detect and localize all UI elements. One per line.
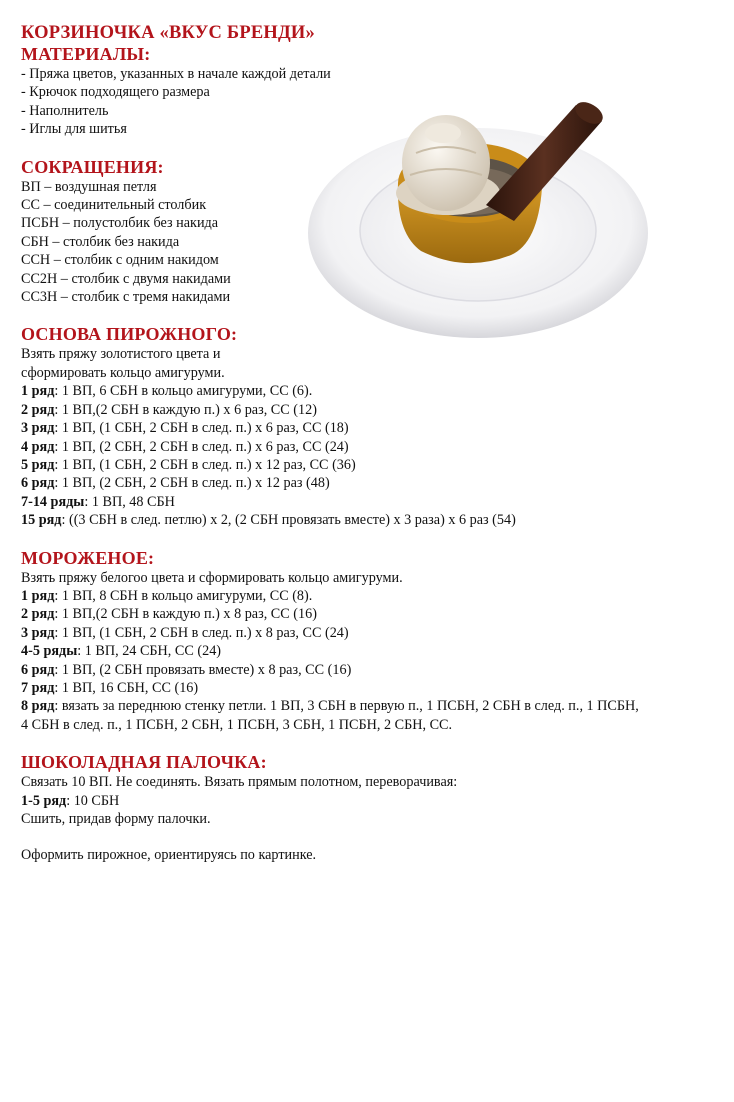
row-label: 6 ряд	[21, 475, 55, 492]
row-label: 4 ряд	[21, 438, 55, 455]
page-title: КОРЗИНОЧКА «ВКУС БРЕНДИ»	[21, 23, 315, 43]
base-heading: ОСНОВА ПИРОЖНОГО:	[21, 324, 238, 345]
row-line	[21, 697, 641, 734]
row-label: 1 ряд	[21, 587, 55, 604]
row-text: : 1 ВП, 6 СБН в кольцо амигуруми, СС (6).	[54, 383, 313, 400]
row-label: 2 ряд	[21, 401, 55, 418]
row-line	[21, 456, 721, 474]
intro-line: Связать 10 ВП. Не соединять. Вязать прямым полотном, переворачивая:	[21, 774, 458, 791]
row-line	[21, 511, 721, 529]
row-line	[21, 642, 721, 660]
row-text: : 1 ВП, (2 СБН, 2 СБН в след. п.) х 6 раз, СС (24)	[54, 438, 349, 455]
row-label: 3 ряд	[21, 420, 55, 437]
stick-heading: ШОКОЛАДНАЯ ПАЛОЧКА:	[21, 752, 267, 773]
list-item: СБН – столбик без накида	[21, 233, 180, 250]
row-line	[21, 493, 721, 511]
row-line	[21, 438, 721, 456]
list-item: - Иглы для шитья	[21, 121, 127, 138]
list-item: - Наполнитель	[21, 102, 109, 119]
crochet-tartlet-photo	[306, 83, 658, 343]
list-item: СС2Н – столбик с двумя накидами	[21, 270, 231, 287]
row-text: : 1 ВП, 48 СБН	[84, 493, 175, 510]
row-label: 3 ряд	[21, 624, 55, 641]
row-line	[21, 679, 721, 697]
row-label: 4-5 ряды	[21, 643, 78, 660]
list-item: - Крючок подходящего размера	[21, 84, 210, 101]
row-label: 7-14 ряды	[21, 493, 85, 510]
row-text: : ((3 СБН в след. петлю) х 2, (2 СБН провязать вместе) х 3 раза) х 6 раз (54)	[61, 512, 516, 529]
list-item: СС – соединительный столбик	[21, 197, 207, 214]
row-text: : 1 ВП,(2 СБН в каждую п.) х 8 раз, СС (16)	[54, 606, 317, 623]
final-note: Оформить пирожное, ориентируясь по картинке.	[21, 847, 317, 864]
row-line	[21, 661, 721, 679]
row-line	[21, 587, 721, 605]
row-text: : 1 ВП, (1 СБН, 2 СБН в след. п.) х 12 раз, СС (36)	[54, 456, 356, 473]
row-line	[21, 419, 721, 437]
row-text: : 1 ВП, (2 СБН провязать вместе) х 8 раз, СС (16)	[54, 661, 352, 678]
row-label: 2 ряд	[21, 606, 55, 623]
row-text: : 1 ВП, 8 СБН в кольцо амигуруми, СС (8).	[54, 587, 313, 604]
row-label: 7 ряд	[21, 679, 55, 696]
row-label: 8 ряд	[21, 698, 55, 715]
row-line	[21, 474, 721, 492]
row-text: : вязать за переднюю стенку петли. 1 ВП, 3 СБН в первую п., 1 ПСБН, 2 СБН в след. п., 1 ПСБН, 4 СБН в след. п., 1 ПСБН, 2 СБН, 1 ПСБН, 3 СБН, 1 ПСБН, 2 СБН, СС.	[21, 698, 639, 733]
intro-line: Взять пряжу белогоо цвета и сформировать кольцо амигуруми.	[21, 569, 403, 586]
row-label: 1-5 ряд	[21, 792, 67, 809]
row-line	[21, 792, 721, 810]
row-text: : 1 ВП, (1 СБН, 2 СБН в след. п.) х 8 раз, СС (24)	[54, 624, 349, 641]
row-text: : 1 ВП, 24 СБН, СС (24)	[77, 643, 222, 660]
row-label: 6 ряд	[21, 661, 55, 678]
row-text: : 1 ВП, 16 СБН, СС (16)	[54, 679, 199, 696]
row-line	[21, 401, 721, 419]
row-text: : 1 ВП, (1 СБН, 2 СБН в след. п.) х 6 раз, СС (18)	[54, 420, 349, 437]
row-line	[21, 605, 721, 623]
row-label: 1 ряд	[21, 383, 55, 400]
row-text: : 1 ВП, (2 СБН, 2 СБН в след. п.) х 12 раз (48)	[54, 475, 330, 492]
row-line	[21, 624, 721, 642]
materials-heading: МАТЕРИАЛЫ:	[21, 44, 151, 64]
list-item: ПСБН – полустолбик без накида	[21, 215, 219, 232]
list-item: - Пряжа цветов, указанных в начале каждой детали	[21, 66, 331, 82]
intro-line: сформировать кольцо амигуруми.	[21, 364, 225, 381]
row-label: 5 ряд	[21, 456, 55, 473]
row-text: : 10 СБН	[66, 792, 120, 809]
list-item: ВП – воздушная петля	[21, 178, 157, 195]
outro-line: Сшить, придав форму палочки.	[21, 811, 211, 827]
abbreviations-heading: СОКРАЩЕНИЯ:	[21, 156, 164, 177]
row-label: 15 ряд	[21, 512, 62, 529]
row-text: : 1 ВП,(2 СБН в каждую п.) х 6 раз, СС (12)	[54, 401, 317, 418]
list-item: СС3Н – столбик с тремя накидами	[21, 289, 231, 306]
intro-line: Взять пряжу золотистого цвета и	[21, 346, 221, 363]
icecream-heading: МОРОЖЕНОЕ:	[21, 547, 155, 568]
row-line	[21, 382, 721, 400]
list-item: ССН – столбик с одним накидом	[21, 252, 219, 269]
